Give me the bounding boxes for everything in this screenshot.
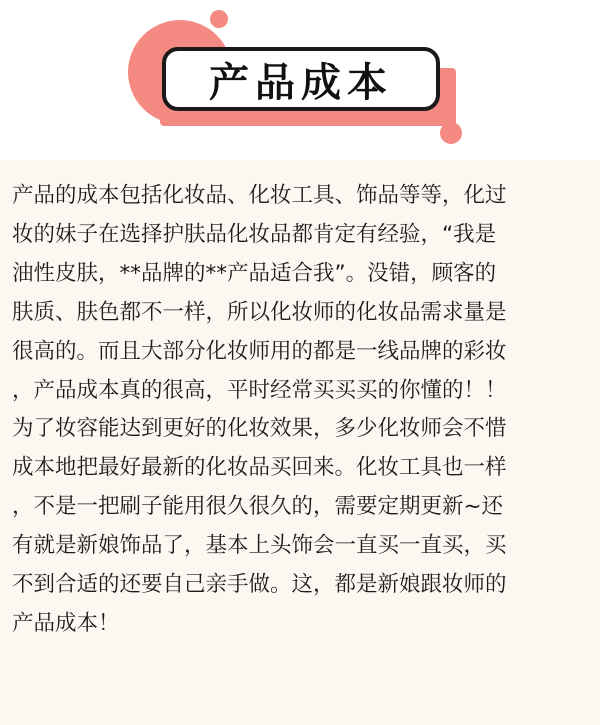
header-banner — [0, 0, 600, 160]
article-line: 油性皮肤，**品牌的**产品适合我”。没错，顾客的 — [12, 260, 497, 286]
title-box — [162, 47, 440, 111]
article-line: ，不是一把刷子能用很久很久的，需要定期更新~还 — [12, 494, 504, 520]
article-line: 有就是新娘饰品了，基本上头饰会一直买一直买，买 — [12, 533, 507, 559]
article-line: 产品成本！ — [12, 610, 120, 636]
article-body — [0, 160, 600, 725]
article-line: 很高的。而且大部分化妆师用的都是一线品牌的彩妆 — [12, 338, 507, 364]
decorative-dot-right — [440, 122, 462, 144]
article-line: 为了妆容能达到更好的化妆效果，多少化妆师会不惜 — [12, 416, 507, 442]
article-line: 妆的妹子在选择护肤品化妆品都肯定有经验，“我是 — [12, 221, 497, 247]
article-line: 成本地把最好最新的化妆品买回来。化妆工具也一样 — [12, 455, 507, 481]
article-paragraph — [12, 177, 590, 644]
article-line: 肤质、肤色都不一样，所以化妆师的化妆品需求量是 — [12, 299, 507, 325]
page-title: 产品成本 — [209, 59, 393, 106]
article-line: ，产品成本真的很高，平时经常买买买的你懂的！！ — [12, 377, 507, 403]
article-line: 不到合适的还要自己亲手做。这，都是新娘跟妆师的 — [12, 572, 507, 598]
article-line: 产品的成本包括化妆品、化妆工具、饰品等等，化过 — [12, 183, 507, 208]
decorative-dot-top — [210, 10, 228, 28]
